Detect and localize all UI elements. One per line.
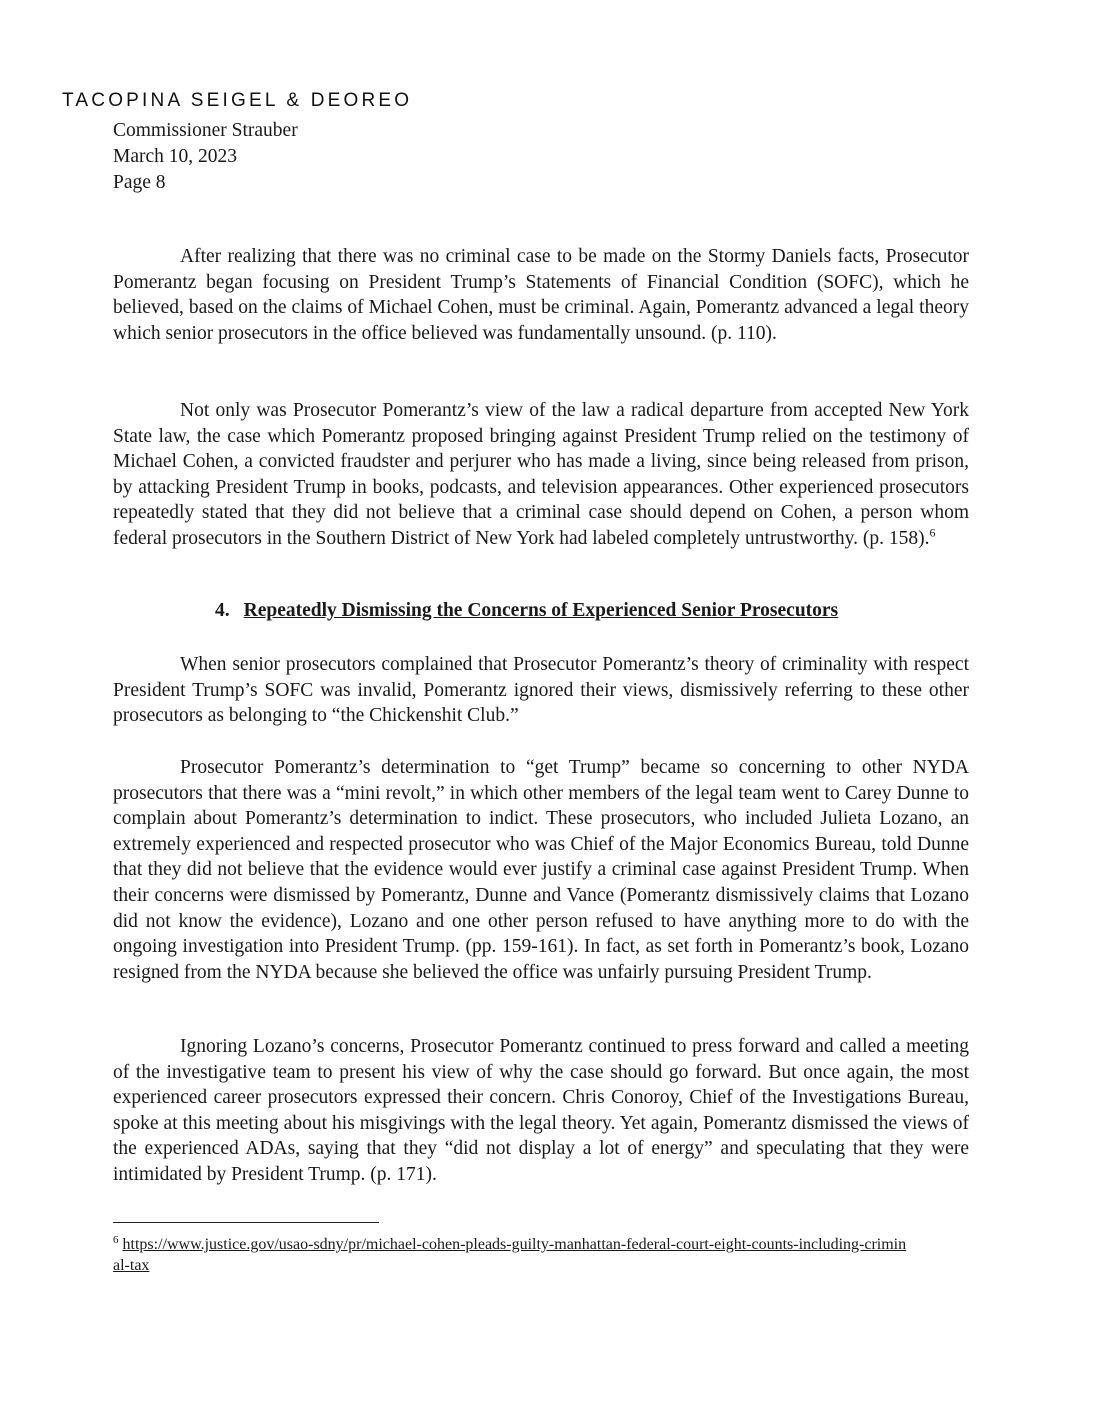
paragraph-1	[113, 244, 969, 346]
footnote-ref-6[interactable]: 6	[929, 525, 936, 540]
paragraph-2	[113, 398, 969, 552]
paragraph-2-text: Not only was Prosecutor Pomerantz’s view of the law a radical departure from accepted New York State law, the case which Pomerantz proposed bringing against President Trump relied on the testimony of Michael Cohen, a convicted fraudster and perjurer who has made a living, since being released from prison, by attacking President Trump in books, podcasts, and television appearances. Other experienced prosecutors repeatedly stated that they did not believe that a criminal case should depend on Cohen, a person whom federal prosecutors in the Southern District of New York had labeled completely untrustworthy. (p. 158).	[113, 400, 969, 549]
paragraph-4	[113, 755, 969, 985]
section-title: Repeatedly Dismissing the Concerns of Experienced Senior Prosecutors	[243, 600, 839, 621]
date-line: March 10, 2023	[113, 146, 238, 167]
footnote-number: 6	[113, 1233, 119, 1246]
paragraph-5-text: Ignoring Lozano’s concerns, Prosecutor Pomerantz continued to press forward and called a meeting of the investigative team to present his view of why the case should go forward. But once again, the most experienced career prosecutors expressed their concern. Chris Conoroy, Chief of the Investigations Bureau, spoke at this meeting about his misgivings with the legal theory. Yet again, Pomerantz dismissed the views of the experienced ADAs, saying that they “did not display a lot of energy” and speculating that they were intimidated by President Trump. (p. 171).	[113, 1036, 969, 1185]
firm-name: TACOPINA SEIGEL & DEOREO	[62, 90, 413, 111]
paragraph-3	[113, 652, 969, 729]
paragraph-2-container	[113, 398, 969, 552]
paragraph-3-text: When senior prosecutors complained that Prosecutor Pomerantz’s theory of criminality with respect President Trump’s SOFC was invalid, Pomerantz ignored their views, dismissively referring to these other prosecutors as belonging to “the Chickenshit Club.”	[113, 654, 969, 727]
paragraph-1-text: After realizing that there was no criminal case to be made on the Stormy Daniels facts, Prosecutor Pomerantz began focusing on President Trump’s Statements of Financial Condition (SOFC), which he believed, based on the claims of Michael Cohen, must be criminal. Again, Pomerantz advanced a legal theory which senior prosecutors in the office believed was fundamentally unsound. (p. 110).	[113, 246, 969, 344]
page-number: Page 8	[113, 172, 166, 193]
section-number: 4.	[215, 600, 230, 621]
paragraph-4-text: Prosecutor Pomerantz’s determination to “get Trump” became so concerning to other NYDA prosecutors that there was a “mini revolt,” in which other members of the legal team went to Carey Dunne to complain about Pomerantz’s determination to indict. These prosecutors, who included Julieta Lozano, an extremely experienced and respected prosecutor who was Chief of the Major Economics Bureau, told Dunne that they did not believe that the evidence would ever justify a criminal case against President Trump. When their concerns were dismissed by Pomerantz, Dunne and Vance (Pomerantz dismissively claims that Lozano did not know the evidence), Lozano and one other person refused to have anything more to do with the ongoing investigation into President Trump. (pp. 159-161). In fact, as set forth in Pomerantz’s book, Lozano resigned from the NYDA because she believed the office was unfairly pursuing President Trump.	[113, 757, 969, 983]
footnote-6	[113, 1234, 913, 1276]
letter-meta	[113, 118, 298, 196]
footnote-divider	[113, 1222, 379, 1223]
recipient-line: Commissioner Strauber	[113, 120, 298, 141]
paragraph-5	[113, 1034, 969, 1188]
section-heading	[215, 600, 838, 622]
footnote-link[interactable]: https://www.justice.gov/usao-sdny/pr/michael-cohen-pleads-guilty-manhattan-federal-court-eight-counts-including-criminal-tax	[113, 1236, 907, 1274]
